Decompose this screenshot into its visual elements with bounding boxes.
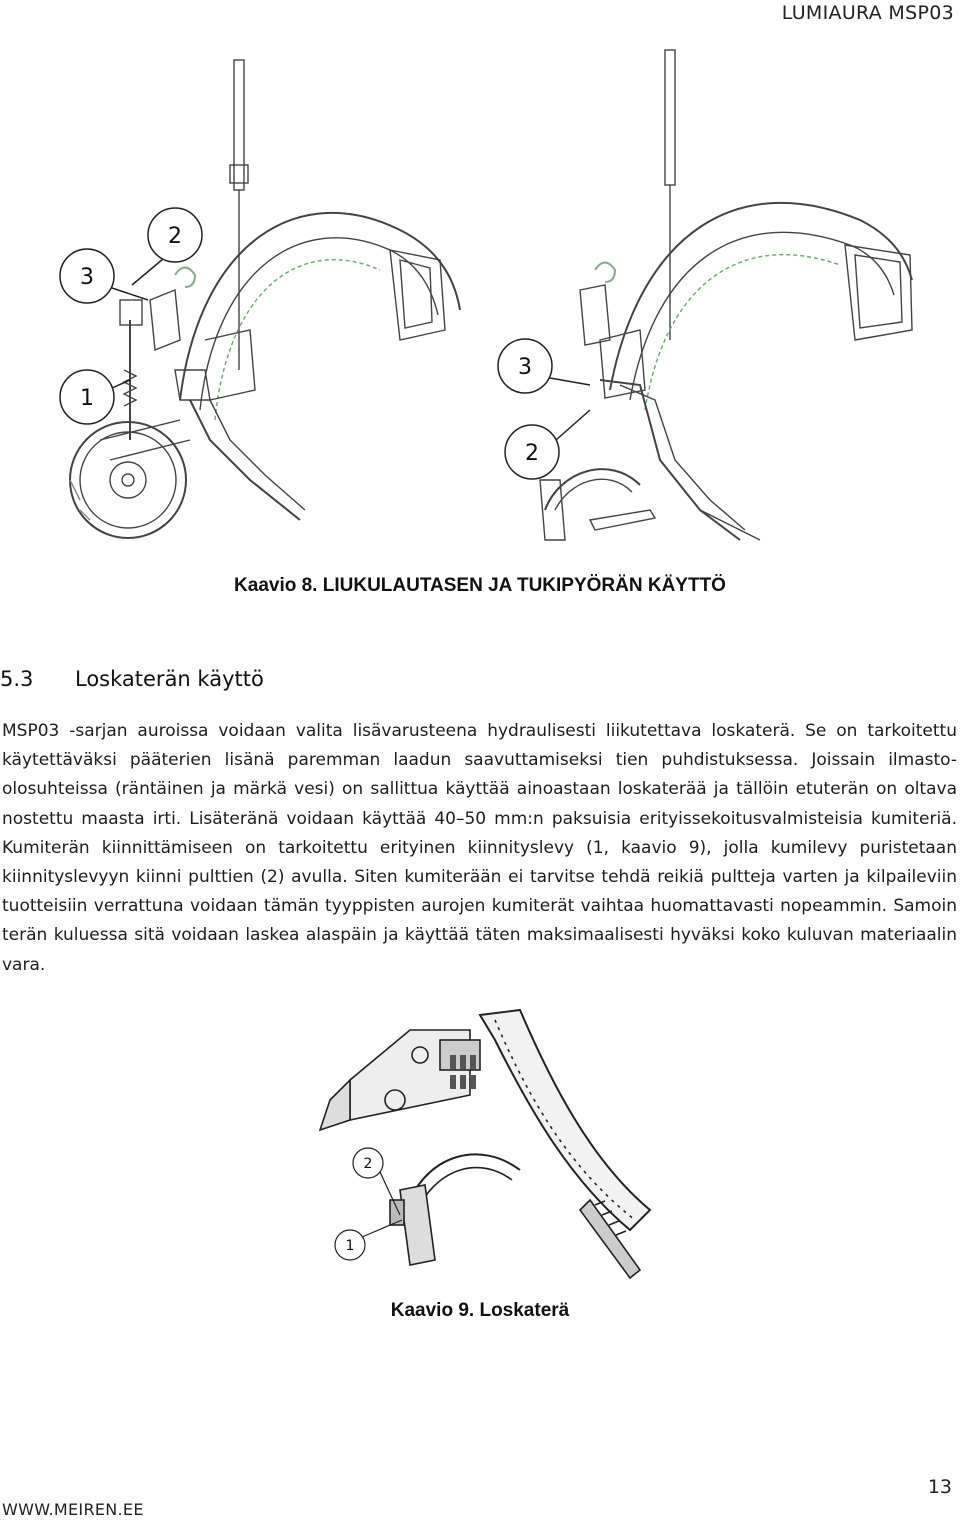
website-link[interactable]: WWW.MEIREN.EE (2, 1500, 144, 1519)
callout-label: 1 (345, 1238, 355, 1254)
figure-9-caption: Kaavio 9. Loskaterä (390, 1300, 570, 1321)
callout-label: 2 (525, 441, 539, 466)
figure-9-drawing (290, 1000, 670, 1290)
callout-label: 2 (168, 224, 182, 249)
callout-label: 3 (80, 265, 94, 290)
callout-label: 2 (363, 1156, 373, 1172)
figure-8-caption: Kaavio 8. LIUKULAUTASEN JA TUKIPYÖRÄN KÄYTTÖ (234, 575, 726, 596)
right-plough-drawing (540, 50, 912, 540)
page-number: 13 (927, 1476, 952, 1498)
callout-label: 1 (80, 386, 94, 411)
figure-8-drawing (0, 40, 960, 560)
section-number: 5.3 (0, 667, 34, 691)
section-heading (0, 667, 264, 691)
document-header-title: LUMIAURA MSP03 (781, 2, 954, 24)
left-plough-drawing (70, 60, 460, 538)
callout-label: 3 (518, 355, 532, 380)
body-paragraph: MSP03 -sarjan auroissa voidaan valita lisävarusteena hydraulisesti liikutettava loskaterä. Se on tarkoitettu käytettäväksi pääterien lisänä paremman laadun saavuttamiseksi tien puhdistuksessa. Joissain ilmasto-olosuhteissa (räntäinen ja märkä vesi) on sallittua käyttää ainoastaan loskaterää ja tällöin etuterän on oltava nostettu maasta irti. Lisäteränä voidaan käyttää 40–50 mm:n paksuisia erityissekoitusvalmisteisia kumiteriä. Kumiterän kiinnittämiseen on tarkoitettu erityinen kiinnityslevy (1, kaavio 9), jolla kumilevy puristetaan kiinnityslevyyn kiinni pulttien (2) avulla. Siten kumiterään ei tarvitse tehdä reikiä pultteja varten ja kilpaileviin tuotteisiin verrattuna voidaan tämän tyyppisten aurojen kumiterät vaihtaa huomattavasti nopeammin. Samoin terän kuluessa sitä voidaan laskea alaspäin ja käyttää täten maksimaalisesti hyväksi koko kuluvan materiaalin vara. (2, 721, 957, 975)
section-title: Loskaterän käyttö (75, 667, 264, 691)
